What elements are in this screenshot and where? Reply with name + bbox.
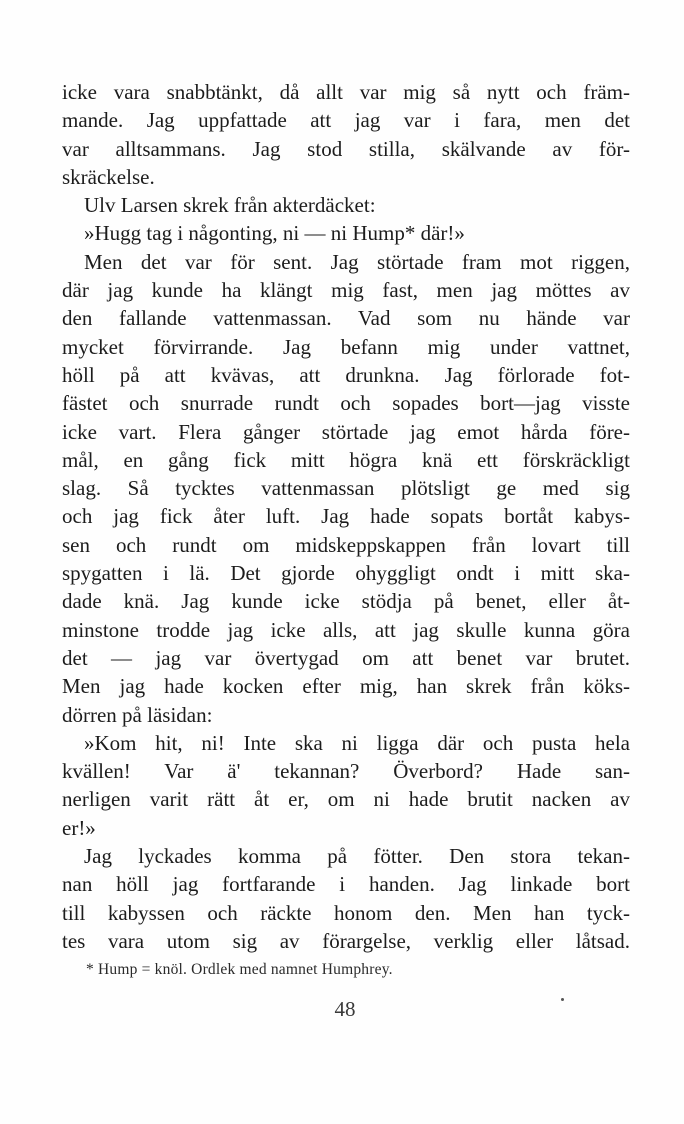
text-line: den fallande vattenmassan. Vad som nu hände var (62, 306, 630, 331)
text-line: dade knä. Jag kunde icke stödja på benet, eller åt- (62, 589, 630, 614)
text-line: Jag lyckades komma på fötter. Den stora tekan- (84, 844, 630, 869)
text-line: tes vara utom sig av förargelse, verklig eller låtsad. (62, 928, 630, 953)
text-line: var alltsammans. Jag stod stilla, skälvande av för- (62, 136, 630, 161)
text-line: och jag fick åter luft. Jag hade sopats bortåt kabys- (62, 504, 630, 529)
text-line: skräckelse. (62, 164, 155, 189)
text-line: slag. Så tycktes vattenmassan plötsligt ge med sig (62, 476, 630, 501)
text-line: »Hugg tag i någonting, ni — ni Hump* där!» (84, 221, 465, 246)
text-line: mande. Jag uppfattade att jag var i fara, men det (62, 108, 630, 133)
text-line: det — jag var övertygad om att benet var brutet. (62, 645, 630, 670)
body-text (62, 78, 630, 955)
footnote: * Hump = knöl. Ordlek med namnet Humphrey. (86, 961, 393, 978)
text-line: till kabyssen och räckte honom den. Men han tyck- (62, 900, 630, 925)
text-line: icke vara snabbtänkt, då allt var mig så nytt och främ- (62, 80, 630, 104)
text-line: nan höll jag fortfarande i handen. Jag linkade bort (62, 872, 630, 897)
page-number: 48 (334, 997, 356, 1021)
text-line: dörren på läsidan: (62, 702, 213, 727)
text-line: icke vart. Flera gånger störtade jag emot hårda före- (62, 419, 630, 444)
text-line: kvällen! Var ä' tekannan? Överbord? Hade san- (62, 759, 630, 784)
text-line: mycket förvirrande. Jag befann mig under vattnet, (62, 334, 630, 359)
text-line: höll på att kvävas, att drunkna. Jag förlorade fot- (62, 362, 630, 387)
text-line: mål, en gång fick mitt högra knä ett förskräckligt (62, 447, 630, 472)
text-line: »Kom hit, ni! Inte ska ni ligga där och pusta hela (84, 730, 630, 755)
text-line: er!» (62, 815, 96, 840)
text-line: Men jag hade kocken efter mig, han skrek från köks- (62, 674, 630, 699)
text-line: där jag kunde ha klängt mig fast, men jag möttes av (62, 278, 630, 303)
print-speck (561, 998, 564, 1001)
text-line: fästet och snurrade rundt och sopades bort—jag visste (62, 391, 630, 416)
text-line: sen och rundt om midskeppskappen från lovart till (62, 532, 630, 557)
text-line: spygatten i lä. Det gjorde ohyggligt ondt i mitt ska- (62, 561, 630, 586)
text-line: Men det var för sent. Jag störtade fram mot riggen, (84, 249, 630, 274)
text-line: minstone trodde jag icke alls, att jag skulle kunna göra (62, 617, 630, 642)
text-line: Ulv Larsen skrek från akterdäcket: (84, 193, 376, 218)
text-line: nerligen varit rätt åt er, om ni hade brutit nacken av (62, 787, 630, 812)
